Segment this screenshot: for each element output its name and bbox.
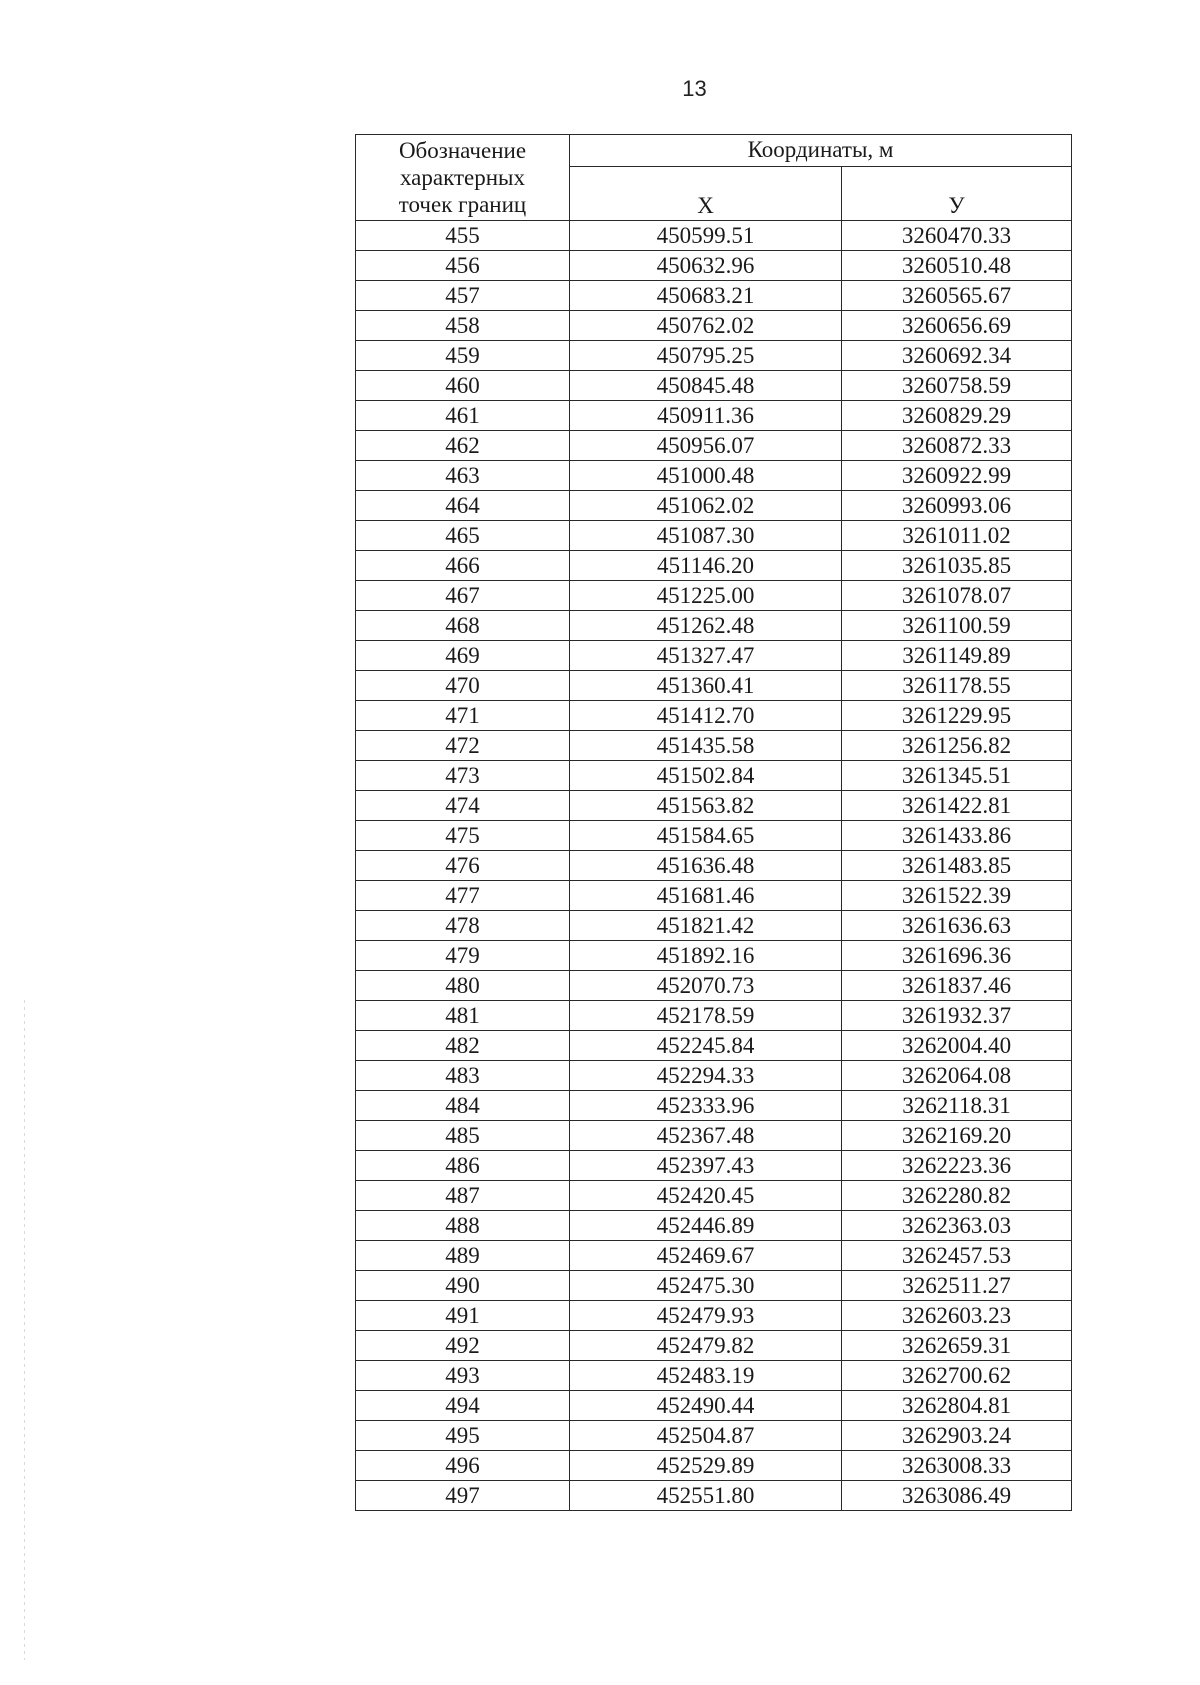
coordinates-table — [355, 134, 1072, 1511]
point-id-cell: 484 — [356, 1091, 570, 1121]
table-row — [356, 1091, 1072, 1121]
table-row — [356, 791, 1072, 821]
x-coordinate-cell: 452483.19 — [570, 1361, 842, 1391]
y-coordinate-cell: 3262804.81 — [842, 1391, 1072, 1421]
x-coordinate-cell: 451636.48 — [570, 851, 842, 881]
x-coordinate-cell: 451892.16 — [570, 941, 842, 971]
x-coordinate-cell: 452475.30 — [570, 1271, 842, 1301]
table-row — [356, 1421, 1072, 1451]
table-row — [356, 251, 1072, 281]
x-coordinate-cell: 451062.02 — [570, 491, 842, 521]
table-row — [356, 1271, 1072, 1301]
table-row — [356, 221, 1072, 251]
point-id-cell: 474 — [356, 791, 570, 821]
x-coordinate-cell: 451821.42 — [570, 911, 842, 941]
x-coordinate-cell: 450911.36 — [570, 401, 842, 431]
x-coordinate-cell: 452245.84 — [570, 1031, 842, 1061]
y-coordinate-cell: 3261078.07 — [842, 581, 1072, 611]
table-row — [356, 341, 1072, 371]
table-row — [356, 731, 1072, 761]
table-row — [356, 1451, 1072, 1481]
x-coordinate-cell: 452479.93 — [570, 1301, 842, 1331]
table-row — [356, 611, 1072, 641]
y-coordinate-cell: 3262004.40 — [842, 1031, 1072, 1061]
y-coordinate-cell: 3261422.81 — [842, 791, 1072, 821]
point-id-cell: 486 — [356, 1151, 570, 1181]
x-coordinate-cell: 450845.48 — [570, 371, 842, 401]
point-id-cell: 467 — [356, 581, 570, 611]
y-coordinate-cell: 3262169.20 — [842, 1121, 1072, 1151]
y-coordinate-cell: 3262118.31 — [842, 1091, 1072, 1121]
table-row — [356, 281, 1072, 311]
table-row — [356, 881, 1072, 911]
table-row — [356, 551, 1072, 581]
point-id-cell: 477 — [356, 881, 570, 911]
y-coordinate-cell: 3262280.82 — [842, 1181, 1072, 1211]
y-coordinate-cell: 3260656.69 — [842, 311, 1072, 341]
x-coordinate-cell: 452529.89 — [570, 1451, 842, 1481]
y-coordinate-cell: 3263086.49 — [842, 1481, 1072, 1511]
y-coordinate-cell: 3262064.08 — [842, 1061, 1072, 1091]
table-row — [356, 911, 1072, 941]
point-id-cell: 480 — [356, 971, 570, 1001]
y-coordinate-cell: 3261433.86 — [842, 821, 1072, 851]
y-coordinate-cell: 3262511.27 — [842, 1271, 1072, 1301]
y-coordinate-cell: 3262659.31 — [842, 1331, 1072, 1361]
table-row — [356, 1481, 1072, 1511]
x-column-header: X — [570, 166, 842, 220]
point-id-cell: 455 — [356, 221, 570, 251]
point-id-cell: 485 — [356, 1121, 570, 1151]
y-coordinate-cell: 3262700.62 — [842, 1361, 1072, 1391]
table-row — [356, 1361, 1072, 1391]
point-id-cell: 489 — [356, 1241, 570, 1271]
point-id-cell: 476 — [356, 851, 570, 881]
coordinates-group-header: Координаты, м — [570, 135, 1072, 167]
x-coordinate-cell: 452551.80 — [570, 1481, 842, 1511]
x-coordinate-cell: 450956.07 — [570, 431, 842, 461]
point-designation-header — [356, 135, 570, 221]
point-id-cell: 492 — [356, 1331, 570, 1361]
point-id-cell: 462 — [356, 431, 570, 461]
point-id-cell: 472 — [356, 731, 570, 761]
table-row — [356, 371, 1072, 401]
x-coordinate-cell: 451146.20 — [570, 551, 842, 581]
x-coordinate-cell: 452367.48 — [570, 1121, 842, 1151]
point-id-cell: 497 — [356, 1481, 570, 1511]
y-coordinate-cell: 3260922.99 — [842, 461, 1072, 491]
y-coordinate-cell: 3261483.85 — [842, 851, 1072, 881]
x-coordinate-cell: 452420.45 — [570, 1181, 842, 1211]
point-id-cell: 479 — [356, 941, 570, 971]
x-coordinate-cell: 451225.00 — [570, 581, 842, 611]
y-coordinate-cell: 3261256.82 — [842, 731, 1072, 761]
point-id-cell: 459 — [356, 341, 570, 371]
y-coordinate-cell: 3261932.37 — [842, 1001, 1072, 1031]
table-row — [356, 311, 1072, 341]
point-header-line: Обозначение — [398, 138, 527, 163]
x-coordinate-cell: 452504.87 — [570, 1421, 842, 1451]
y-column-header: У — [842, 166, 1072, 220]
table-row — [356, 1301, 1072, 1331]
y-coordinate-cell: 3261696.36 — [842, 941, 1072, 971]
x-coordinate-cell: 452479.82 — [570, 1331, 842, 1361]
table-row — [356, 671, 1072, 701]
point-id-cell: 461 — [356, 401, 570, 431]
x-coordinate-cell: 452333.96 — [570, 1091, 842, 1121]
point-id-cell: 491 — [356, 1301, 570, 1331]
point-id-cell: 464 — [356, 491, 570, 521]
x-coordinate-cell: 451327.47 — [570, 641, 842, 671]
y-coordinate-cell: 3261035.85 — [842, 551, 1072, 581]
x-coordinate-cell: 450683.21 — [570, 281, 842, 311]
x-coordinate-cell: 452469.67 — [570, 1241, 842, 1271]
table-row — [356, 431, 1072, 461]
y-coordinate-cell: 3262903.24 — [842, 1421, 1072, 1451]
point-id-cell: 490 — [356, 1271, 570, 1301]
point-id-cell: 469 — [356, 641, 570, 671]
y-coordinate-cell: 3260692.34 — [842, 341, 1072, 371]
y-coordinate-cell: 3260565.67 — [842, 281, 1072, 311]
x-coordinate-cell: 451087.30 — [570, 521, 842, 551]
table-row — [356, 1331, 1072, 1361]
table-row — [356, 701, 1072, 731]
y-coordinate-cell: 3261229.95 — [842, 701, 1072, 731]
table-row — [356, 491, 1072, 521]
x-coordinate-cell: 452070.73 — [570, 971, 842, 1001]
y-coordinate-cell: 3261149.89 — [842, 641, 1072, 671]
point-id-cell: 463 — [356, 461, 570, 491]
scan-artifact — [24, 1000, 25, 1660]
y-coordinate-cell: 3260993.06 — [842, 491, 1072, 521]
y-coordinate-cell: 3260829.29 — [842, 401, 1072, 431]
page-number: 13 — [682, 76, 707, 101]
table-row — [356, 521, 1072, 551]
y-coordinate-cell: 3261100.59 — [842, 611, 1072, 641]
x-coordinate-cell: 451412.70 — [570, 701, 842, 731]
y-coordinate-cell: 3263008.33 — [842, 1451, 1072, 1481]
table-row — [356, 761, 1072, 791]
point-id-cell: 456 — [356, 251, 570, 281]
point-id-cell: 493 — [356, 1361, 570, 1391]
x-coordinate-cell: 452446.89 — [570, 1211, 842, 1241]
point-id-cell: 460 — [356, 371, 570, 401]
table-row — [356, 461, 1072, 491]
x-coordinate-cell: 450599.51 — [570, 221, 842, 251]
x-coordinate-cell: 450795.25 — [570, 341, 842, 371]
x-coordinate-cell: 451000.48 — [570, 461, 842, 491]
x-coordinate-cell: 452178.59 — [570, 1001, 842, 1031]
point-id-cell: 495 — [356, 1421, 570, 1451]
y-coordinate-cell: 3261011.02 — [842, 521, 1072, 551]
x-coordinate-cell: 452294.33 — [570, 1061, 842, 1091]
x-coordinate-cell: 451502.84 — [570, 761, 842, 791]
table-row — [356, 1121, 1072, 1151]
y-coordinate-cell: 3261837.46 — [842, 971, 1072, 1001]
table-row — [356, 1241, 1072, 1271]
x-coordinate-cell: 451681.46 — [570, 881, 842, 911]
point-id-cell: 458 — [356, 311, 570, 341]
y-coordinate-cell: 3262603.23 — [842, 1301, 1072, 1331]
point-id-cell: 466 — [356, 551, 570, 581]
x-coordinate-cell: 452397.43 — [570, 1151, 842, 1181]
table-body — [356, 221, 1072, 1511]
table-row — [356, 851, 1072, 881]
y-coordinate-cell: 3261636.63 — [842, 911, 1072, 941]
point-id-cell: 481 — [356, 1001, 570, 1031]
point-id-cell: 488 — [356, 1211, 570, 1241]
point-id-cell: 487 — [356, 1181, 570, 1211]
point-id-cell: 478 — [356, 911, 570, 941]
point-id-cell: 457 — [356, 281, 570, 311]
table-row — [356, 971, 1072, 1001]
point-id-cell: 494 — [356, 1391, 570, 1421]
point-header-line: характерных — [399, 165, 525, 190]
x-coordinate-cell: 450762.02 — [570, 311, 842, 341]
table-row — [356, 1211, 1072, 1241]
y-coordinate-cell: 3260510.48 — [842, 251, 1072, 281]
point-id-cell: 496 — [356, 1451, 570, 1481]
y-coordinate-cell: 3260872.33 — [842, 431, 1072, 461]
point-header-line: точек границ — [398, 192, 527, 217]
x-coordinate-cell: 451563.82 — [570, 791, 842, 821]
table-row — [356, 1061, 1072, 1091]
y-coordinate-cell: 3262457.53 — [842, 1241, 1072, 1271]
point-id-cell: 483 — [356, 1061, 570, 1091]
point-id-cell: 470 — [356, 671, 570, 701]
point-id-cell: 473 — [356, 761, 570, 791]
table-row — [356, 1151, 1072, 1181]
point-id-cell: 482 — [356, 1031, 570, 1061]
table-row — [356, 401, 1072, 431]
table-row — [356, 1391, 1072, 1421]
y-coordinate-cell: 3262223.36 — [842, 1151, 1072, 1181]
point-id-cell: 475 — [356, 821, 570, 851]
table-row — [356, 1031, 1072, 1061]
x-coordinate-cell: 451360.41 — [570, 671, 842, 701]
point-id-cell: 468 — [356, 611, 570, 641]
y-coordinate-cell: 3262363.03 — [842, 1211, 1072, 1241]
table-row — [356, 1181, 1072, 1211]
table-row — [356, 941, 1072, 971]
y-coordinate-cell: 3260470.33 — [842, 221, 1072, 251]
x-coordinate-cell: 451262.48 — [570, 611, 842, 641]
table-row — [356, 1001, 1072, 1031]
x-coordinate-cell: 450632.96 — [570, 251, 842, 281]
point-id-cell: 465 — [356, 521, 570, 551]
y-coordinate-cell: 3261345.51 — [842, 761, 1072, 791]
y-coordinate-cell: 3260758.59 — [842, 371, 1072, 401]
x-coordinate-cell: 451435.58 — [570, 731, 842, 761]
x-coordinate-cell: 452490.44 — [570, 1391, 842, 1421]
point-id-cell: 471 — [356, 701, 570, 731]
x-coordinate-cell: 451584.65 — [570, 821, 842, 851]
table-row — [356, 581, 1072, 611]
y-coordinate-cell: 3261522.39 — [842, 881, 1072, 911]
table-header — [356, 135, 1072, 221]
table-row — [356, 641, 1072, 671]
y-coordinate-cell: 3261178.55 — [842, 671, 1072, 701]
table-row — [356, 821, 1072, 851]
